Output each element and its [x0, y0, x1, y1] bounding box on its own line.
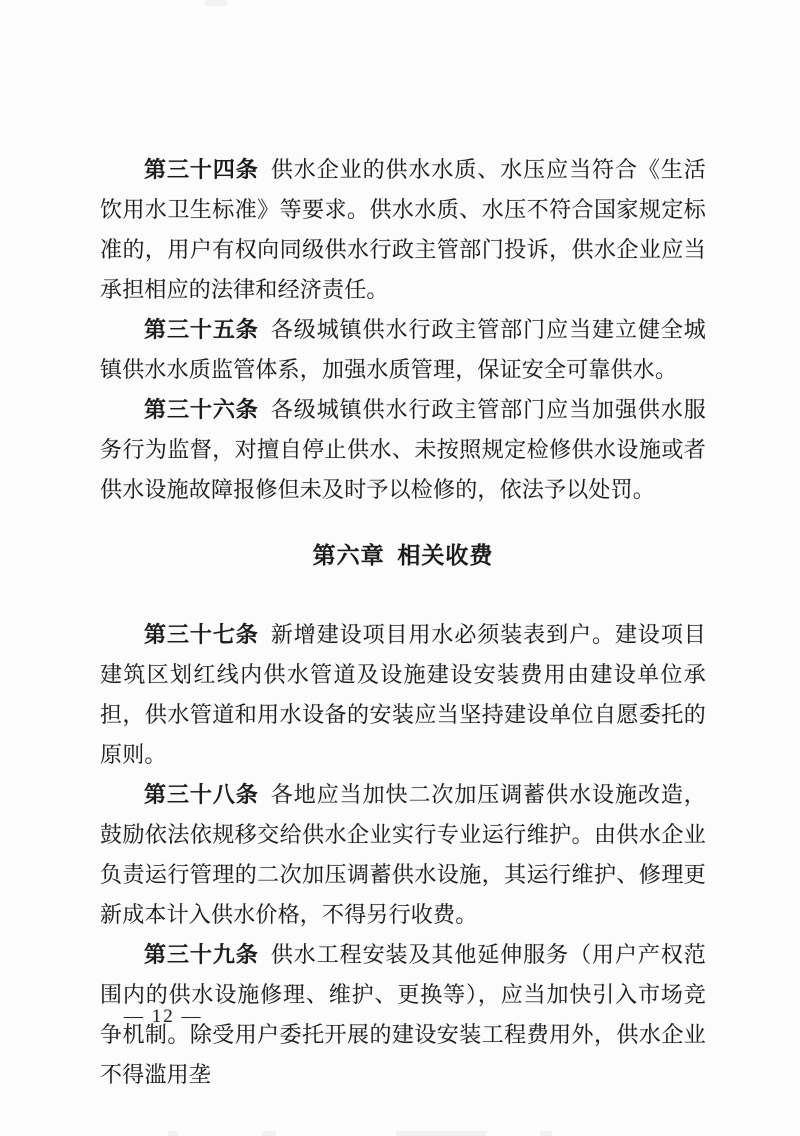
article-39-number: 第三十九条: [144, 942, 259, 967]
article-39-text: 供水工程安装及其他延伸服务（用户产权范围内的供水设施修理、维护、更换等），应当加快引入市场竞争机制。除受用户委托开展的建设安装工程费用外，供水企业不得滥用垄: [100, 942, 706, 1087]
article-36-paragraph: [100, 390, 706, 510]
chapter-heading: [100, 535, 706, 575]
article-36-number: 第三十六条: [144, 397, 259, 422]
scan-artifact: [262, 1131, 276, 1136]
article-38-paragraph: [100, 775, 706, 935]
scan-artifact: [540, 1131, 552, 1136]
article-37-paragraph: [100, 615, 706, 775]
chapter-title: 相关收费: [397, 542, 494, 568]
article-35-number: 第三十五条: [144, 317, 259, 342]
article-34-text: 供水企业的供水水质、水压应当符合《生活饮用水卫生标准》等要求。供水水质、水压不符合国家规定标准的，用户有权向同级供水行政主管部门投诉，供水企业应当承担相应的法律和经济责任。: [100, 157, 706, 302]
article-34-paragraph: [100, 150, 706, 310]
article-35-text: 各级城镇供水行政主管部门应当建立健全城镇供水水质监管体系，加强水质管理，保证安全可靠供水。: [100, 317, 706, 382]
scan-artifact: [205, 0, 227, 6]
article-38-number: 第三十八条: [144, 782, 259, 807]
article-36-text: 各级城镇供水行政主管部门应当加强供水服务行为监督，对擅自停止供水、未按照规定检修供水设施或者供水设施故障报修但未及时予以检修的，依法予以处罚。: [100, 397, 706, 502]
article-37-text: 新增建设项目用水必须装表到户。建设项目建筑区划红线内供水管道及设施建设安装费用由建设单位承担，供水管道和用水设备的安装应当坚持建设单位自愿委托的原则。: [100, 622, 706, 767]
page-number: — 12 —: [124, 1006, 203, 1027]
page-content: [100, 150, 706, 1095]
chapter-number: 第六章: [312, 542, 385, 568]
scan-artifact: [396, 1131, 486, 1136]
article-35-paragraph: [100, 310, 706, 390]
article-34-number: 第三十四条: [144, 157, 259, 182]
article-37-number: 第三十七条: [144, 622, 259, 647]
article-38-text: 各地应当加快二次加压调蓄供水设施改造，鼓励依法依规移交给供水企业实行专业运行维护。由供水企业负责运行管理的二次加压调蓄供水设施，其运行维护、修理更新成本计入供水价格，不得另行收费。: [100, 782, 706, 927]
scan-artifact: [168, 1131, 178, 1136]
